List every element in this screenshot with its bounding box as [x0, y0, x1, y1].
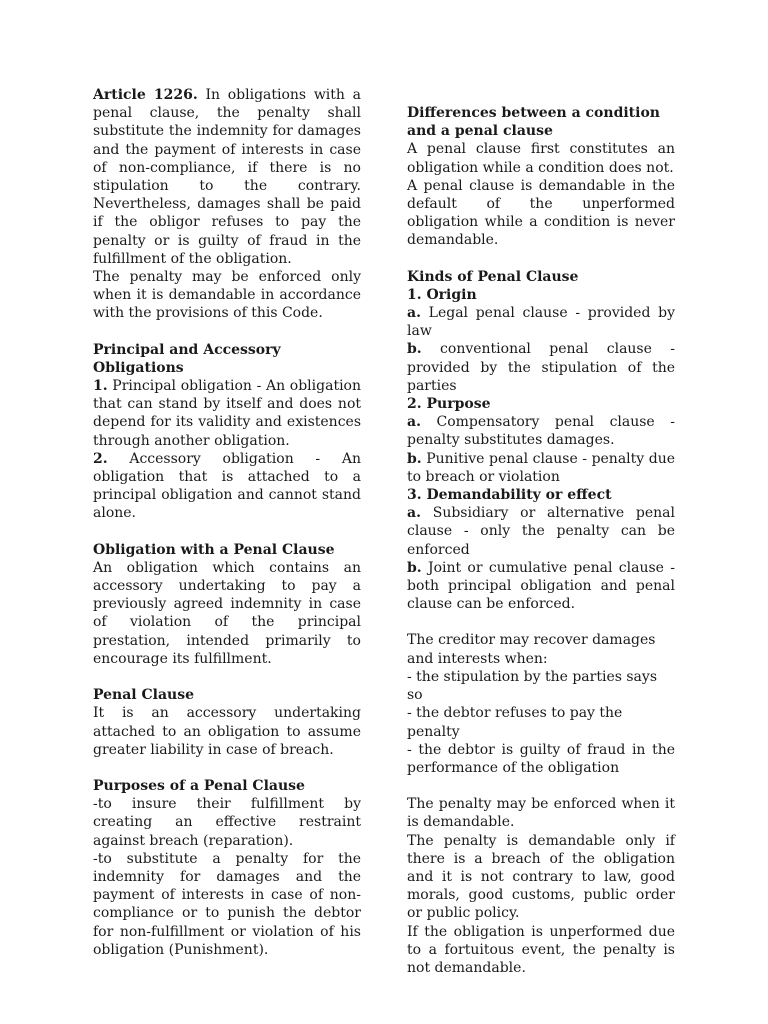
- purpose-kind-heading: 2. Purpose: [407, 396, 491, 413]
- purpose-item-a: [407, 413, 675, 449]
- spacer: [93, 523, 361, 541]
- item-text: Legal penal clause - provided by law: [407, 305, 675, 340]
- principal-accessory-heading: Principal and Accessory Obligations: [93, 341, 281, 376]
- spacer: [407, 613, 675, 631]
- item-number: 1.: [93, 378, 108, 395]
- item-number: 2.: [93, 450, 108, 467]
- purposes-heading: Purposes of a Penal Clause: [93, 777, 305, 794]
- left-column: [93, 86, 361, 959]
- spacer: [93, 759, 361, 777]
- purpose-item: -to substitute a penalty for the indemnity for damages and the payment of interests in case of non-compliance or to punish the debtor for non-fulfillment or violation of his obligation (Punishment).: [93, 850, 361, 958]
- item-text: Punitive penal clause - penalty due to breach or violation: [407, 450, 675, 485]
- creditor-item: - the stipulation by the parties says so: [407, 668, 657, 704]
- spacer: [407, 777, 675, 795]
- item-label: b.: [407, 559, 422, 576]
- item-text: Principal obligation - An obligation that can stand by itself and does not depend for its validity and existences through another obligation.: [93, 378, 361, 449]
- item-text: Compensatory penal clause - penalty substitutes damages.: [407, 414, 675, 449]
- item-text: Subsidiary or alternative penal clause - only the penalty can be enforced: [407, 505, 675, 558]
- demandability-heading: 3. Demandability or effect: [407, 487, 612, 504]
- item-label: a.: [407, 414, 421, 431]
- difference-item: A penal clause is demandable in the default of the unperformed obligation while a condition is never demandable.: [407, 177, 675, 249]
- creditor-item: - the debtor refuses to pay the penalty: [407, 705, 623, 740]
- enforce-paragraph: The penalty may be enforced when it is demandable.: [407, 796, 675, 831]
- item-text: conventional penal clause - provided by the stipulation of the parties: [407, 341, 675, 394]
- demandability-item-a: [407, 504, 675, 559]
- origin-item-b: [407, 340, 675, 395]
- item-label: b.: [407, 450, 422, 467]
- right-column: [407, 104, 675, 977]
- spacer: [93, 668, 361, 686]
- spacer: [93, 323, 361, 341]
- article-1226-paragraph: [93, 86, 361, 268]
- article-penalty-enforce-text: The penalty may be enforced only when it is demandable in accordance with the provisions of this Code.: [93, 269, 361, 322]
- differences-heading: Differences between a condition and a penal clause: [407, 105, 660, 140]
- kinds-heading: Kinds of Penal Clause: [407, 268, 579, 285]
- creditor-intro: The creditor may recover damages and interests when:: [407, 632, 656, 667]
- penal-clause-text: It is an accessory undertaking attached to an obligation to assume greater liability in case of breach.: [93, 705, 361, 758]
- penal-clause-heading: Penal Clause: [93, 687, 195, 704]
- article-label: Article 1226.: [93, 87, 198, 103]
- spacer: [407, 250, 675, 268]
- penal-obligation-text: An obligation which contains an accessory undertaking to pay a previously agreed indemnity in case of violation of the principal prestation, intended primarily to encourage its fulfillment.: [93, 559, 361, 667]
- enforce-paragraph: If the obligation is unperformed due to a fortuitous event, the penalty is not demandable.: [407, 923, 675, 976]
- item-label: a.: [407, 505, 421, 522]
- item-text: Joint or cumulative penal clause - both principal obligation and penal clause can be enforced.: [407, 559, 675, 613]
- enforce-paragraph: The penalty is demandable only if there is a breach of the obligation and it is not contrary to law, good morals, good customs, public order or public policy.: [407, 832, 675, 922]
- difference-item: A penal clause first constitutes an obligation while a condition does not.: [407, 141, 675, 176]
- penal-obligation-heading: Obligation with a Penal Clause: [93, 541, 335, 558]
- item-text: Accessory obligation - An obligation that is attached to a principal obligation and cannot stand alone.: [93, 450, 361, 522]
- article-text: In obligations with a penal clause, the penalty shall substitute the indemnity for damages and the payment of interests in case of non-compliance, if there is no stipulation to the contrary. Nevertheless, damages shall be paid if the obligor refuses to pay the penalty or is guilty of fraud in the fulfillment of the obligation.: [93, 87, 361, 267]
- item-label: a.: [407, 305, 421, 322]
- origin-heading: 1. Origin: [407, 286, 477, 303]
- principal-obligation-item: [93, 377, 361, 450]
- item-label: b.: [407, 341, 422, 358]
- purpose-item: -to insure their fulfillment by creating an effective restraint against breach (reparation).: [93, 796, 361, 849]
- purpose-item-b: [407, 450, 675, 486]
- origin-item-a: [407, 304, 675, 340]
- creditor-item: - the debtor is guilty of fraud in the performance of the obligation: [407, 741, 675, 776]
- demandability-item-b: [407, 559, 675, 614]
- accessory-obligation-item: [93, 450, 361, 523]
